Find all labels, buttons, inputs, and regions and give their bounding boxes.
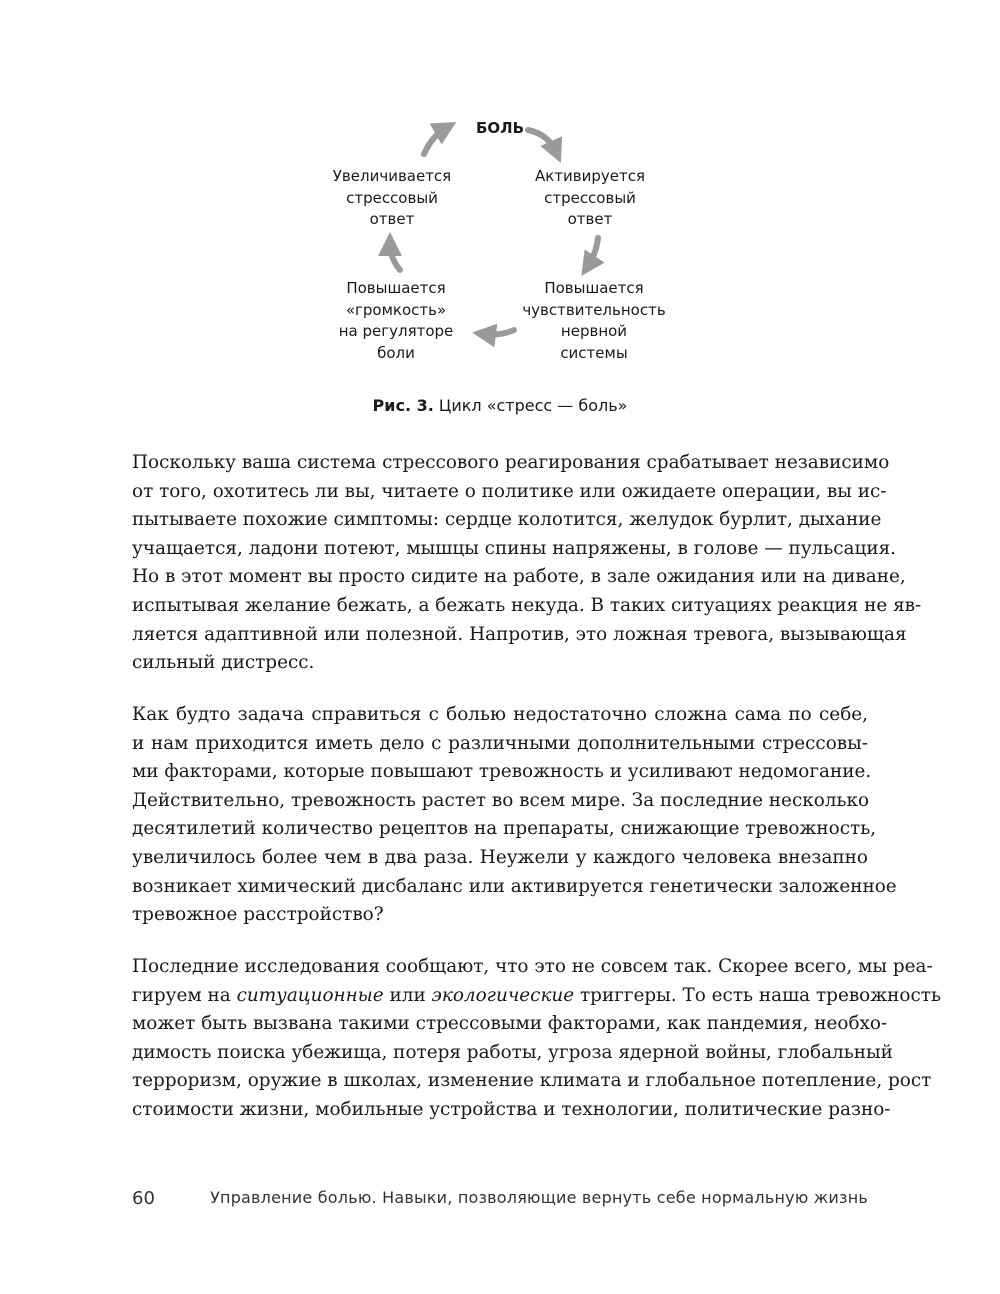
node-pain: БОЛЬ — [475, 119, 525, 137]
text-segment: триггеры. То есть наша тревожность — [574, 984, 941, 1006]
text-line: ми факторами, которые повышают тревожность и усиливают недомогание. — [132, 761, 872, 783]
node-stress-response-increases: Увеличивается стрессовый ответ — [332, 167, 452, 228]
paragraph-1 — [132, 449, 922, 678]
text-segment: гируем на — [132, 984, 237, 1006]
text-line: учащается, ладони потеют, мышцы спины напряжены, в голове — пульсация. — [132, 537, 897, 559]
text-line: стоимости жизни, мобильные устройства и технологии, политические разно- — [132, 1098, 891, 1120]
text-line: Действительно, тревожность растет во всем мире. За последние несколько — [132, 789, 870, 811]
figure-title: Цикл «стресс — боль» — [433, 396, 628, 415]
paragraph-2 — [132, 701, 897, 930]
page-number: 60 — [132, 1188, 155, 1209]
running-title: Управление болью. Навыки, позволяющие вернуть себе нормальную жизнь — [210, 1188, 868, 1207]
text-line: увеличилось более чем в два раза. Неужели у каждого человека внезапно — [132, 846, 868, 868]
text-line: сильный дистресс. — [132, 652, 315, 674]
figure-label: Рис. 3. — [372, 396, 434, 415]
figure-caption — [0, 396, 1000, 415]
emphasis-ecological: экологические — [431, 984, 575, 1006]
arrow-pain-to-activation-icon — [528, 130, 556, 152]
text-line: испытывая желание бежать, а бежать некуда. В таких ситуациях реакция не яв- — [132, 594, 922, 616]
arrow-activation-to-sensitivity-icon — [588, 238, 598, 266]
text-line: Поскольку ваша система стрессового реагирования срабатывает независимо — [132, 452, 890, 473]
text-line: и нам приходится иметь дело с различными дополнительными стрессовы- — [132, 732, 868, 754]
text-line: ляется адаптивной или полезной. Напротив, это ложная тревога, вызывающая — [132, 623, 907, 645]
text-line: Как будто задача справиться с болью недостаточно сложна сама по себе, — [132, 704, 868, 725]
paragraph-3 — [132, 953, 941, 1125]
text-line: возникает химический дисбаланс или активируется генетически заложенное — [132, 875, 897, 897]
arrow-volume-to-stress-icon — [390, 244, 400, 270]
node-pain-volume-increases: Повышается «громкость» на регуляторе боли — [338, 279, 454, 362]
text-line: десятилетий количество рецептов на препараты, снижающие тревожность, — [132, 818, 877, 840]
text-segment: или — [383, 984, 432, 1006]
text-line: может быть вызвана такими стрессовыми факторами, как пандемия, необхо- — [132, 1013, 888, 1035]
text-line: тревожное расстройство? — [132, 904, 384, 926]
arrow-sensitivity-to-volume-icon — [484, 330, 514, 335]
text-line: Но в этот момент вы просто сидите на работе, в зале ожидания или на диване, — [132, 566, 906, 588]
cycle-arrows — [0, 0, 1000, 380]
arrow-stress-to-pain-icon — [424, 128, 446, 154]
emphasis-situational: ситуационные — [236, 984, 384, 1006]
text-line: терроризм, оружие в школах, изменение климата и глобальное потепление, рост — [132, 1070, 932, 1092]
text-line: от того, охотитесь ли вы, читаете о политике или ожидаете операции, вы ис- — [132, 480, 887, 502]
node-nervous-sensitivity-increases: Повышается чувствительность нервной системы — [522, 279, 666, 362]
node-stress-response-activated: Активируется стрессовый ответ — [534, 167, 646, 228]
text-line: пытываете похожие симптомы: сердце колотится, желудок бурлит, дыхание — [132, 509, 882, 531]
text-line: димость поиска убежища, потеря работы, угроза ядерной войны, глобальный — [132, 1041, 893, 1063]
stress-pain-cycle-diagram — [0, 0, 1000, 380]
text-line — [132, 982, 941, 1011]
text-line: Последние исследования сообщают, что это не совсем так. Скорее всего, мы реа- — [132, 956, 933, 977]
